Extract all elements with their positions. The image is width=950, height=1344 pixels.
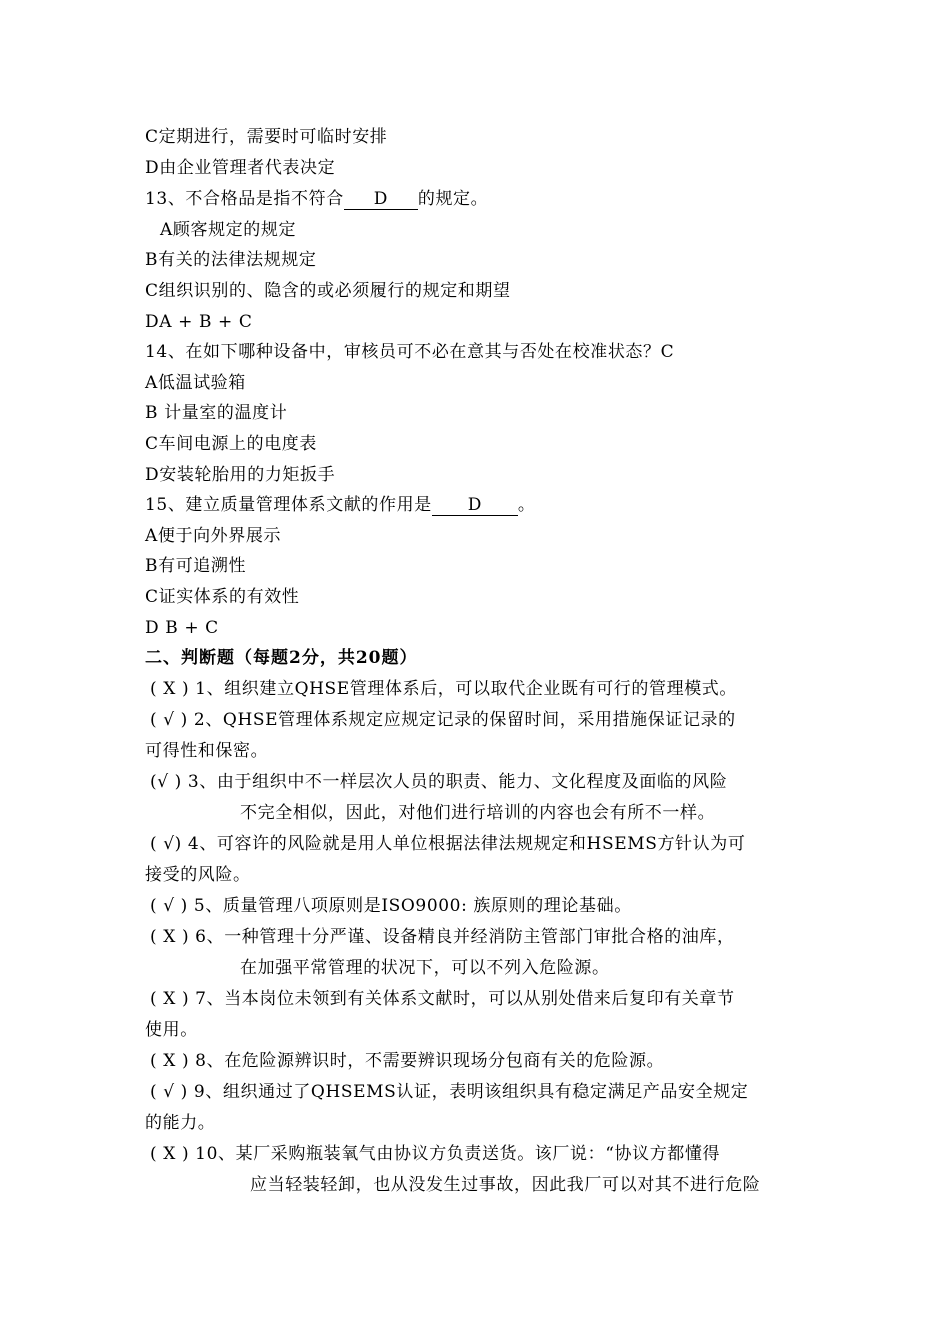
q13-question [145, 188, 488, 210]
q14-option-b: B 计量室的温度计 [145, 403, 288, 423]
judgment-6-cont: 在加强平常管理的状况下，可以不列入危险源。 [240, 958, 610, 978]
q15-question [145, 494, 535, 516]
q13-option-d: DA + B + C [145, 312, 253, 332]
q15-answer: D [432, 495, 518, 516]
judgment-3: (√ ) 3、由于组织中不一样层次人员的职责、能力、文化程度及面临的风险 [150, 772, 728, 792]
judgment-8: ( X ) 8、在危险源辨识时，不需要辨识现场分包商有关的危险源。 [150, 1051, 665, 1071]
judgment-10-cont: 应当轻装轻卸，也从没发生过事故，因此我厂可以对其不进行危险 [250, 1175, 761, 1195]
q15-option-d: D B + C [145, 618, 219, 638]
q13-text: 13、不合格品是指不符合 [145, 189, 344, 209]
q15-option-c: C证实体系的有效性 [145, 587, 300, 607]
q14-option-d: D安装轮胎用的力矩扳手 [145, 465, 336, 485]
judgment-4: ( √) 4、可容许的风险就是用人单位根据法律法规规定和HSEMS方针认为可 [150, 834, 746, 854]
q13-answer: D [344, 189, 418, 210]
q14-option-c: C车间电源上的电度表 [145, 434, 318, 454]
q14-question: 14、在如下哪种设备中，审核员可不必在意其与否处在校准状态？C [145, 342, 675, 362]
judgment-1: ( X ) 1、组织建立QHSE管理体系后，可以取代企业既有可行的管理模式。 [150, 679, 738, 699]
q14-option-a: A低温试验箱 [145, 373, 246, 393]
q15-option-b: B有可追溯性 [145, 556, 247, 576]
q15-option-a: A便于向外界展示 [145, 526, 282, 546]
q13-text-end: 的规定。 [417, 189, 489, 209]
judgment-2-cont: 可得性和保密。 [145, 741, 269, 761]
judgment-6: ( X ) 6、一种管理十分严谨、设备精良并经消防主管部门审批合格的油库， [150, 927, 735, 947]
q12-option-d: D由企业管理者代表决定 [145, 158, 336, 178]
judgment-7: ( X ) 7、当本岗位未领到有关体系文献时，可以从别处借来后复印有关章节 [150, 989, 735, 1009]
q15-text: 15、建立质量管理体系文献的作用是 [145, 495, 432, 515]
q13-option-b: B有关的法律法规规定 [145, 250, 317, 270]
judgment-2: ( √ ) 2、QHSE管理体系规定应规定记录的保留时间，采用措施保证记录的 [150, 710, 736, 730]
judgment-9-cont: 的能力。 [145, 1113, 216, 1133]
judgment-3-cont: 不完全相似，因此，对他们进行培训的内容也会有所不一样。 [240, 803, 716, 823]
section-title: 二、判断题（每题2分，共20题） [145, 648, 418, 668]
judgment-7-cont: 使用。 [145, 1020, 198, 1040]
q13-option-a: A顾客规定的规定 [160, 220, 297, 240]
q13-option-c: C组织识别的、隐含的或必须履行的规定和期望 [145, 281, 511, 301]
judgment-9: ( √ ) 9、组织通过了QHSEMS认证，表明该组织具有稳定满足产品安全规定 [150, 1082, 749, 1102]
judgment-10: ( X ) 10、某厂采购瓶装氧气由协议方负责送货。该厂说：“协议方都懂得 [150, 1144, 721, 1164]
q15-text-end: 。 [517, 495, 536, 515]
q12-option-c: C定期进行，需要时可临时安排 [145, 127, 388, 147]
judgment-5: ( √ ) 5、质量管理八项原则是ISO9000: 族原则的理论基础。 [150, 896, 632, 916]
judgment-4-cont: 接受的风险。 [145, 865, 251, 885]
